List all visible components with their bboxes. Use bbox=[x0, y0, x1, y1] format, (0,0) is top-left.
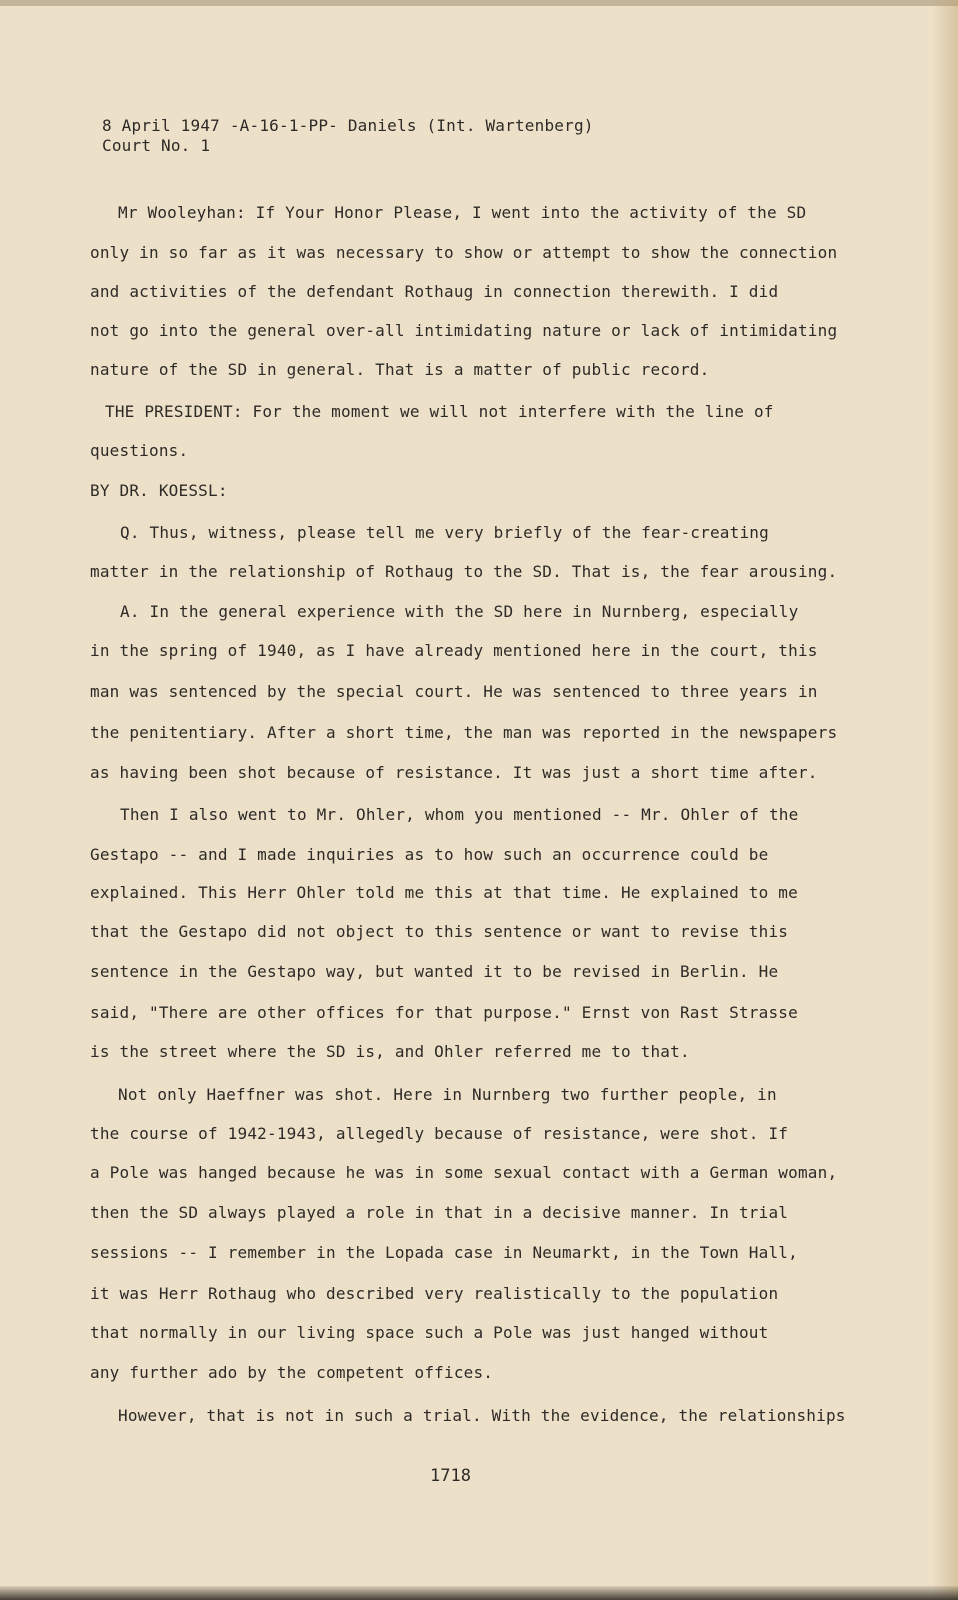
page-number: 1718 bbox=[430, 1466, 471, 1486]
header-line-court: Court No. 1 bbox=[102, 136, 211, 155]
transcript-line: THE PRESIDENT: For the moment we will not interfere with the line of bbox=[105, 402, 774, 421]
transcript-line: said, "There are other offices for that purpose." Ernst von Rast Strasse bbox=[90, 1003, 798, 1022]
transcript-line: sentence in the Gestapo way, but wanted it to be revised in Berlin. He bbox=[90, 962, 779, 981]
transcript-line: that normally in our living space such a Pole was just hanged without bbox=[90, 1323, 769, 1342]
transcript-line: it was Herr Rothaug who described very realistically to the population bbox=[90, 1284, 779, 1303]
transcript-line: Then I also went to Mr. Ohler, whom you mentioned -- Mr. Ohler of the bbox=[120, 805, 799, 824]
page-right-edge bbox=[932, 0, 958, 1600]
transcript-line: the course of 1942-1943, allegedly because of resistance, were shot. If bbox=[90, 1124, 789, 1143]
transcript-line: any further ado by the competent offices. bbox=[90, 1363, 494, 1382]
header-line-date: 8 April 1947 -A-16-1-PP- Daniels (Int. Wartenberg) bbox=[102, 116, 594, 135]
transcript-line: A. In the general experience with the SD here in Nurnberg, especially bbox=[120, 602, 799, 621]
transcript-line: that the Gestapo did not object to this sentence or want to revise this bbox=[90, 922, 789, 941]
transcript-line: not go into the general over-all intimidating nature or lack of intimidating bbox=[90, 321, 838, 340]
transcript-line: Mr Wooleyhan: If Your Honor Please, I went into the activity of the SD bbox=[118, 203, 807, 222]
page-bottom-edge bbox=[0, 1586, 958, 1600]
transcript-line: Gestapo -- and I made inquiries as to how such an occurrence could be bbox=[90, 845, 769, 864]
transcript-line: However, that is not in such a trial. With the evidence, the relationships bbox=[118, 1406, 846, 1425]
page-top-edge bbox=[0, 0, 958, 6]
transcript-line: sessions -- I remember in the Lopada case in Neumarkt, in the Town Hall, bbox=[90, 1243, 798, 1262]
transcript-line: Q. Thus, witness, please tell me very briefly of the fear-creating bbox=[120, 523, 769, 542]
transcript-line: matter in the relationship of Rothaug to the SD. That is, the fear arousing. bbox=[90, 562, 838, 581]
transcript-line: Not only Haeffner was shot. Here in Nurnberg two further people, in bbox=[118, 1085, 777, 1104]
transcript-line: the penitentiary. After a short time, the man was reported in the newspapers bbox=[90, 723, 838, 742]
transcript-line: then the SD always played a role in that in a decisive manner. In trial bbox=[90, 1203, 789, 1222]
transcript-line: explained. This Herr Ohler told me this at that time. He explained to me bbox=[90, 883, 798, 902]
transcript-line: in the spring of 1940, as I have already mentioned here in the court, this bbox=[90, 641, 818, 660]
transcript-line: questions. bbox=[90, 441, 189, 460]
transcript-line: and activities of the defendant Rothaug in connection therewith. I did bbox=[90, 282, 779, 301]
transcript-line: nature of the SD in general. That is a matter of public record. bbox=[90, 360, 710, 379]
transcript-line: only in so far as it was necessary to show or attempt to show the connection bbox=[90, 243, 838, 262]
transcript-line: a Pole was hanged because he was in some sexual contact with a German woman, bbox=[90, 1163, 838, 1182]
transcript-line: man was sentenced by the special court. He was sentenced to three years in bbox=[90, 682, 818, 701]
transcript-line: BY DR. KOESSL: bbox=[90, 481, 228, 500]
transcript-line: as having been shot because of resistance. It was just a short time after. bbox=[90, 763, 818, 782]
transcript-line: is the street where the SD is, and Ohler referred me to that. bbox=[90, 1042, 690, 1061]
